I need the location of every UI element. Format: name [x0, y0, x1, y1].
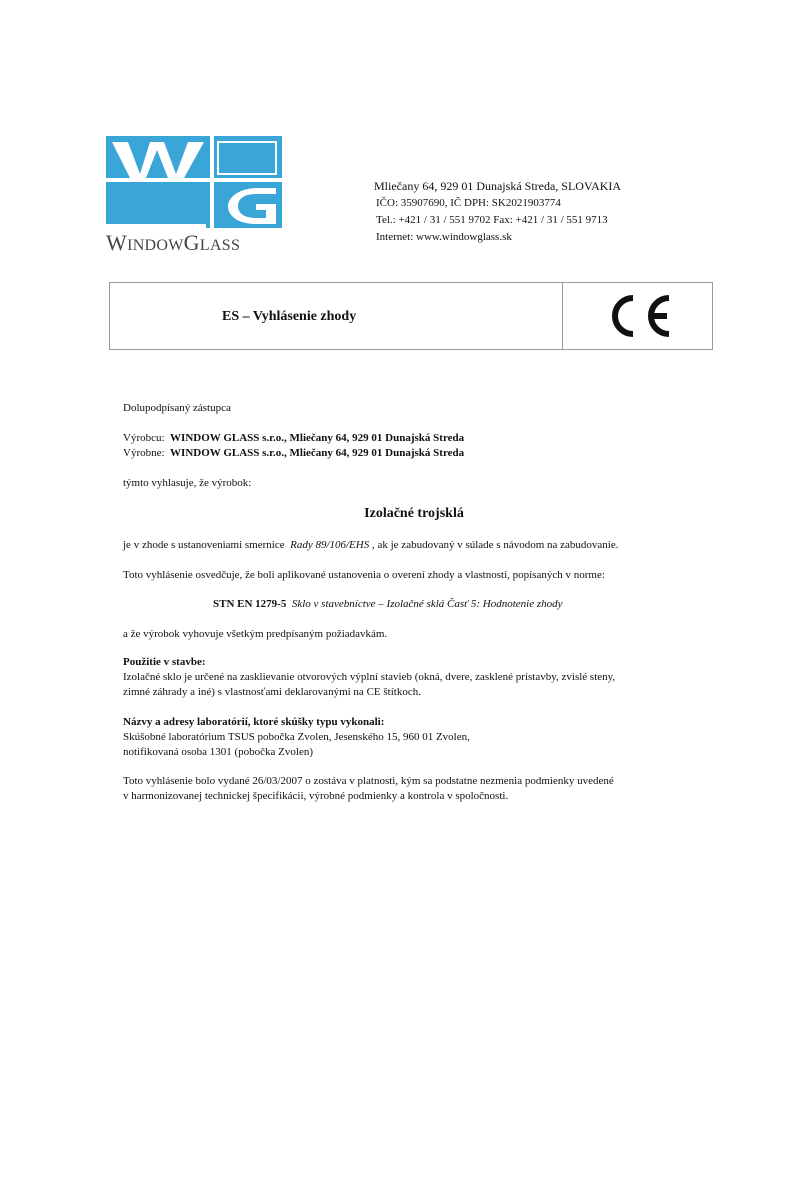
page-title: ES – Vyhlásenie zhody [222, 309, 357, 324]
plant-value: WINDOW GLASS s.r.o., Mliečany 64, 929 01 Dunajská Streda [170, 447, 465, 459]
compliance-directive: Rady 89/106/EHS [290, 539, 370, 551]
compliance-post: , ak je zabudovaný v súlade s návodom na zabudovanie. [371, 539, 619, 551]
labs-line-2: notifikovaná osoba 1301 (pobočka Zvolen) [123, 746, 314, 758]
title-cell [110, 283, 563, 349]
usage-line-1: Izolačné sklo je určené na zasklievanie otvorových výplní stavieb (okná, dvere, zasklené prístavby, zvislé steny, [123, 671, 616, 683]
compliance-pre: je v zhode s ustanoveniami smernice [123, 539, 285, 551]
ce-mark-icon [603, 292, 675, 340]
labs-section [123, 715, 470, 760]
norm-line [213, 598, 563, 610]
address-line-3: Tel.: +421 / 31 / 551 9702 Fax: +421 / 31 / 551 9713 [376, 214, 608, 226]
address-line-1: Mliečany 64, 929 01 Dunajská Streda, SLOVAKIA [374, 179, 622, 193]
company-address [376, 178, 621, 246]
windowglass-logo [106, 136, 282, 256]
validity-line-2: v harmonizovanej technickej špecifikácii, výrobné podmienky a kontrola v spoločnosti. [123, 790, 509, 802]
labs-heading: Názvy a adresy laboratórií, ktoré skúšky typu vykonali: [123, 716, 385, 728]
validity-section [123, 774, 614, 804]
compliance-line [123, 538, 619, 553]
logo-wordmark: WINDOWGLASS [106, 230, 241, 255]
manufacturer-value: WINDOW GLASS s.r.o., Mliečany 64, 929 01 Dunajská Streda [170, 432, 465, 444]
address-line-4: Internet: www.windowglass.sk [376, 231, 512, 243]
plant-line [123, 446, 464, 461]
product-name: Izolačné trojsklá [364, 506, 464, 521]
ce-cell [563, 283, 712, 349]
plant-label: Výrobne: [123, 447, 165, 459]
intro-text: Dolupodpísaný zástupca [123, 402, 231, 414]
manufacturer-line [123, 431, 464, 446]
usage-line-2: zimné záhrady a iné) s vlastnosťami deklarovanými na CE štítkoch. [123, 686, 421, 698]
usage-section [123, 655, 615, 700]
certifies-text: Toto vyhlásenie osvedčuje, že boli aplikované ustanovenia o overení zhody a vlastností, popísaných v norme: [123, 569, 605, 581]
validity-line-1: Toto vyhlásenie bolo vydané 26/03/2007 o zostáva v platnosti, kým sa podstatne nezmenia podmienky uvedené [123, 775, 614, 787]
title-box [109, 282, 713, 350]
wg-logo-mark-icon [106, 136, 282, 228]
norm-title: Sklo v stavebníctve – Izolačné sklá Časť 5: Hodnotenie zhody [291, 598, 563, 610]
meets-text: a že výrobok vyhovuje všetkým predpísaným požiadavkám. [123, 628, 388, 640]
usage-heading: Použitie v stavbe: [123, 656, 206, 668]
manufacturer-label: Výrobcu: [123, 432, 165, 444]
declares-text: týmto vyhlasuje, že výrobok: [123, 477, 252, 489]
norm-code: STN EN 1279-5 [213, 598, 287, 610]
address-line-2: IČO: 35907690, IČ DPH: SK2021903774 [376, 197, 561, 209]
labs-line-1: Skúšobné laboratórium TSUS pobočka Zvolen, Jesenského 15, 960 01 Zvolen, [123, 731, 470, 743]
